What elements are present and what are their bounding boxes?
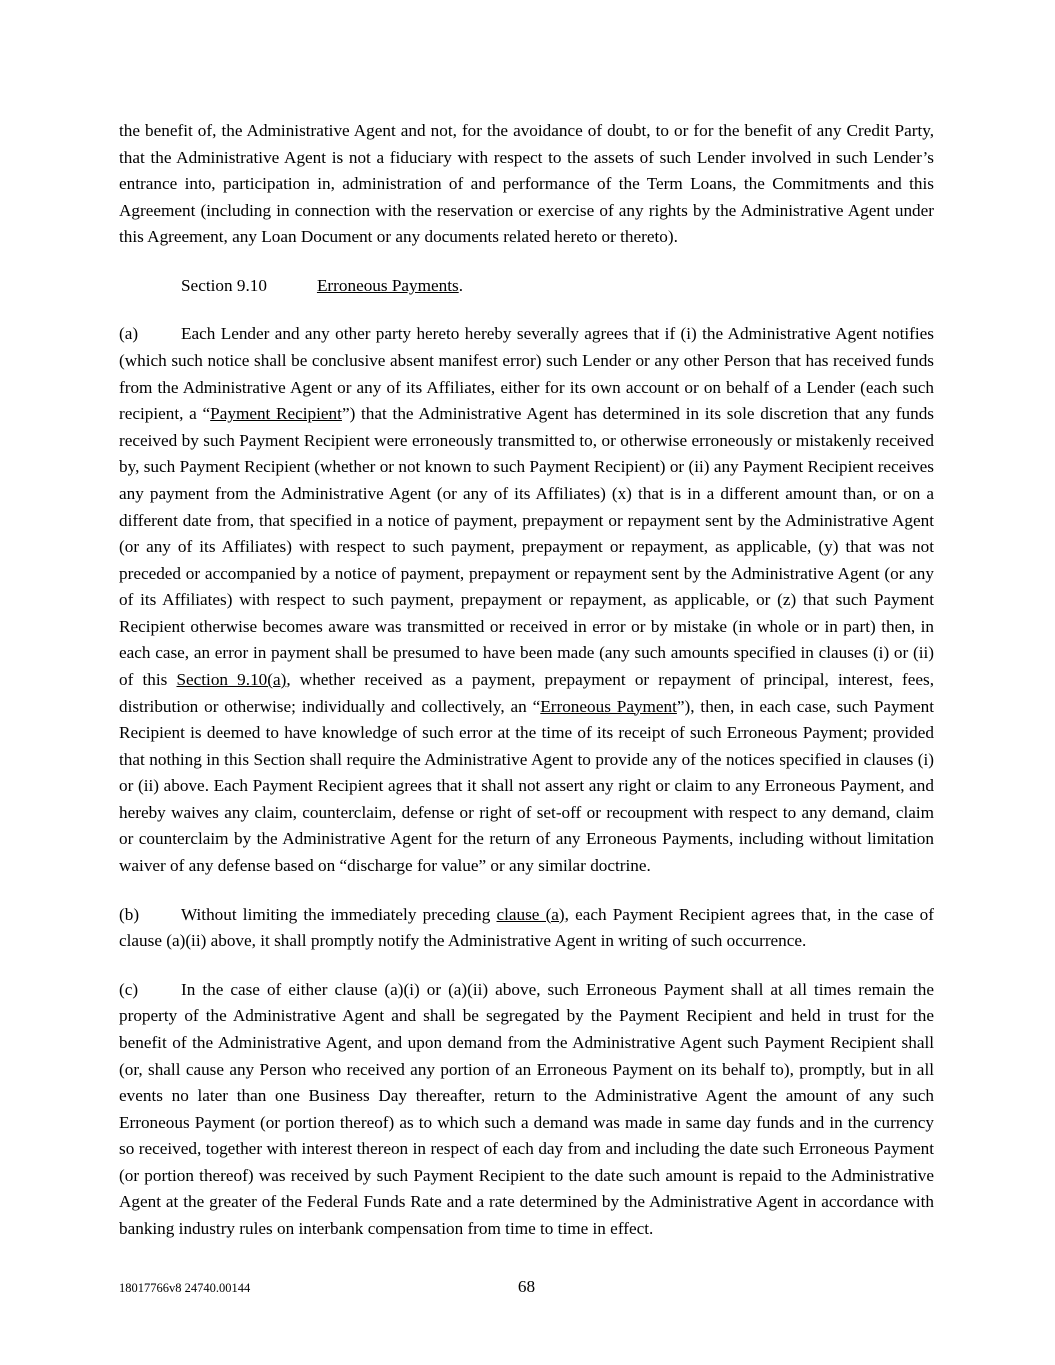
cross-reference-clause-a: clause (a) [496,904,565,924]
clause-a-text-4: ”), then, in each case, such Payment Recipient is deemed to have knowledge of such error at the time of its receipt of such Erroneous Payment; provided that nothing in this Section shall require the Administrative Agent to provide any of the notices specified in clauses (i) or (ii) above. Each Payment Recipient agrees that it shall not assert any right or claim to any Erroneous Payment, and hereby waives any claim, counterclaim, defense or right of set-off or recoupment with respect to any demand, claim or counterclaim by the Administrative Agent for the return of any Erroneous Payments, including without limitation waiver of any defense based on “discharge for value” or any similar doctrine. [119,696,934,876]
page-body [119,118,934,1243]
defined-term-erroneous-payment: Erroneous Payment [540,696,677,716]
clause-b-text-2: , each Payment Recipient agrees that, in the case of clause (a)(ii) above, it shall promptly notify the Administrative Agent in writing of such occurrence. [119,904,934,951]
paragraph-carryover: the benefit of, the Administrative Agent and not, for the avoidance of doubt, to or for the benefit of any Credit Party, that the Administrative Agent is not a fiduciary with respect to the assets of such Lender involved in such Lender’s entrance into, participation in, administration of and performance of the Term Loans, the Commitments and this Agreement (including in connection with the reservation or exercise of any rights by the Administrative Agent under this Agreement, any Loan Document or any documents related hereto or thereto). [119,121,934,247]
section-title: Erroneous Payments [316,275,459,295]
section-heading [119,273,934,300]
clause-c-label: (c) [119,979,139,999]
clause-a [119,321,934,879]
clause-a-text-1: Each Lender and any other party hereto hereby severally agrees that if (i) the Administrative Agent notifies (which such notice shall be conclusive absent manifest error) such Lender or any other Person that has received funds from the Administrative Agent or any of its Affiliates, either for its own account or on behalf of a Lender (each such recipient, a “ [119,324,934,424]
page-footer [119,1277,934,1301]
section-number: Section 9.10 [181,275,267,295]
spacer [119,251,934,273]
clause-b [119,902,934,955]
cross-reference-section-910a: Section 9.10(a) [176,669,287,689]
clause-b-label: (b) [119,904,140,924]
section-title-suffix: . [458,275,464,295]
spacer [119,880,934,902]
clause-a-text-3: , whether received as a payment, prepayment or repayment of principal, interest, fees, distribution or otherwise; individually and collectively, an “ [119,669,934,716]
page-number: 68 [517,1277,536,1296]
clause-c [119,977,934,1243]
clause-c-text-1: In the case of either clause (a)(i) or (a)(ii) above, such Erroneous Payment shall at all times remain the property of the Administrative Agent and shall be segregated by the Payment Recipient and held in trust for the benefit of the Administrative Agent, and upon demand from the Administrative Agent such Payment Recipient shall (or, shall cause any Person who received any portion of an Erroneous Payment on its behalf to), promptly, but in all events no later than one Business Day thereafter, return to the Administrative Agent the amount of any such Erroneous Payment (or portion thereof) as to which such a demand was made in same day funds and in the currency so received, together with interest thereon in respect of each day from and including the date such Erroneous Payment (or portion thereof) was received by such Payment Recipient to the date such amount is repaid to the Administrative Agent at the greater of the Federal Funds Rate and a rate determined by the Administrative Agent in accordance with banking industry rules on interbank compensation from time to time in effect. [119,979,934,1238]
clause-a-text-2: ”) that the Administrative Agent has determined in its sole discretion that any funds received by such Payment Recipient were erroneously transmitted to, or otherwise erroneously or mistakenly received by, such Payment Recipient (whether or not known to such Payment Recipient) or (ii) any Payment Recipient receives any payment from the Administrative Agent (or any of its Affiliates) (x) that is in a different amount than, or on a different date from, that specified in a notice of payment, prepayment or repayment sent by the Administrative Agent (or any of its Affiliates) with respect to such payment, prepayment or repayment, as applicable, (y) that was not preceded or accompanied by a notice of payment, prepayment or repayment sent by the Administrative Agent (or any of its Affiliates) with respect to such payment, prepayment or repayment, as applicable, or (z) that such Payment Recipient otherwise becomes aware was transmitted or received in error or by mistake (in whole or in part) then, in each case, an error in payment shall be presumed to have been made (any such amounts specified in clauses (i) or (ii) of this [119,404,934,689]
defined-term-payment-recipient: Payment Recipient [210,404,342,424]
footer-reference: 18017766v8 24740.00144 [119,1281,251,1295]
clause-b-text-1: Without limiting the immediately preceding [181,904,497,924]
spacer [119,299,934,321]
spacer [119,955,934,977]
clause-a-label: (a) [119,324,139,344]
